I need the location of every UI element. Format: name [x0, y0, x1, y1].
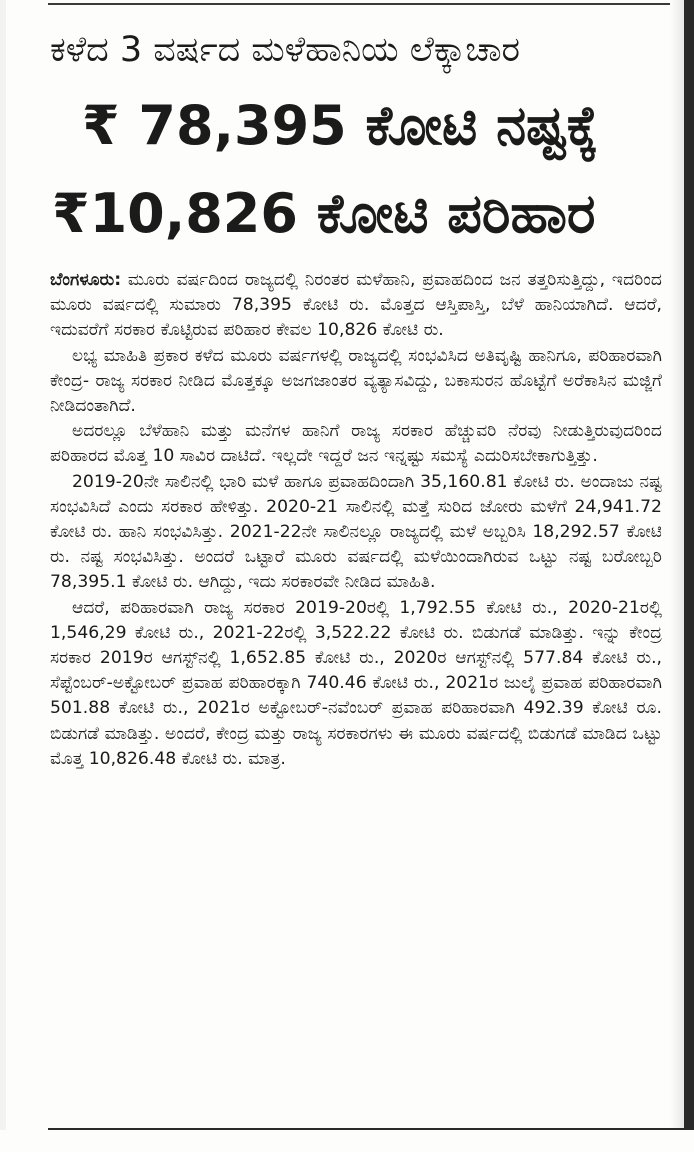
bottom-divider-rule: [48, 1128, 694, 1130]
article-paragraph: [50, 268, 662, 344]
headline-line-2: ₹10,826 ಕೋಟಿ ಪರಿಹಾರ: [52, 182, 596, 245]
paragraph-text: ಮೂರು ವರ್ಷದಿಂದ ರಾಜ್ಯದಲ್ಲಿ ನಿರಂತರ ಮಳೆಹಾನಿ, ಪ್ರವಾಹದಿಂದ ಜನ ತತ್ತರಿಸುತ್ತಿದ್ದು, ಇದರಿಂದ ಮೂರು ವರ್ಷದಲ್ಲಿ ಸುಮಾರು 78,395 ಕೋಟಿ ರು. ಮೊತ್ತದ ಆಸ್ತಿಪಾಸ್ತಿ, ಬೆಳೆ ಹಾನಿಯಾಗಿದೆ. ಆದರೆ, ಇದುವರೆಗೆ ಸರಕಾರ ಕೊಟ್ಟಿರುವ ಪರಿಹಾರ ಕೇವಲ 10,826 ಕೋಟಿ ರು.: [50, 270, 662, 341]
page-edge-shadow: [670, 0, 684, 1130]
article-paragraph: ಆದರೆ, ಪರಿಹಾರವಾಗಿ ರಾಜ್ಯ ಸರಕಾರ 2019-20ರಲ್ಲಿ 1,792.55 ಕೋಟಿ ರು., 2020-21ರಲ್ಲಿ 1,546,29 ಕೋಟಿ ರು., 2021-22ರಲ್ಲಿ 3,522.22 ಕೋಟಿ ರು. ಬಿಡುಗಡೆ ಮಾಡಿತ್ತು. ಇನ್ನು ಕೇಂದ್ರ ಸರಕಾರ 2019ರ ಆಗಸ್ಟ್‌ನಲ್ಲಿ 1,652.85 ಕೋಟಿ ರು., 2020ರ ಆಗಸ್ಟ್‌ನಲ್ಲಿ 577.84 ಕೋಟಿ ರು., ಸೆಪ್ಟೆಂಬರ್-ಅಕ್ಟೋಬರ್ ಪ್ರವಾಹ ಪರಿಹಾರಕ್ಕಾಗಿ 740.46 ಕೋಟಿ ರು., 2021ರ ಜುಲೈ ಪ್ರವಾಹ ಪರಿಹಾರವಾಗಿ 501.88 ಕೋಟಿ ರು., 2021ರ ಅಕ್ಟೋಬರ್-ನವೆಂಬರ್ ಪ್ರವಾಹ ಪರಿಹಾರವಾಗಿ 492.39 ಕೋಟಿ ರೂ. ಬಿಡುಗಡೆ ಮಾಡಿತ್ತು. ಅಂದರೆ, ಕೇಂದ್ರ ಮತ್ತು ರಾಜ್ಯ ಸರಕಾರಗಳು ಈ ಮೂರು ವರ್ಷದಲ್ಲಿ ಬಿಡುಗಡೆ ಮಾಡಿದ ಒಟ್ಟು ಮೊತ್ತ 10,826.48 ಕೋಟಿ ರು. ಮಾತ್ರ.: [50, 597, 662, 769]
top-divider-rule: [48, 3, 694, 5]
page-margin: [0, 0, 6, 1130]
dateline: ಬೆಂಗಳೂರು:: [50, 270, 122, 290]
article-paragraph: 2019-20ನೇ ಸಾಲಿನಲ್ಲಿ ಭಾರಿ ಮಳೆ ಹಾಗೂ ಪ್ರವಾಹದಿಂದಾಗಿ 35,160.81 ಕೋಟಿ ರು. ಅಂದಾಜು ನಷ್ಟ ಸಂಭವಿಸಿದೆ ಎಂದು ಸರಕಾರ ಹೇಳಿತ್ತು. 2020-21 ಸಾಲಿನಲ್ಲಿ ಮತ್ತೆ ಸುರಿದ ಜೋರು ಮಳೆಗೆ 24,941.72 ಕೋಟಿ ರು. ಹಾನಿ ಸಂಭವಿಸಿತ್ತು. 2021-22ನೇ ಸಾಲಿನಲ್ಲೂ ರಾಜ್ಯದಲ್ಲಿ ಮಳೆ ಅಬ್ಬರಿಸಿ 18,292.57 ಕೋಟಿ ರು. ನಷ್ಟ ಸಂಭವಿಸಿತ್ತು. ಅಂದರೆ ಒಟ್ಟಾರೆ ಮೂರು ವರ್ಷದಲ್ಲಿ ಮಳೆಯಿಂದಾಗಿರುವ ಒಟ್ಟು ನಷ್ಟ ಬರೋಬ್ಬರಿ 78,395.1 ಕೋಟಿ ರು. ಆಗಿದ್ದು, ಇದು ಸರಕಾರವೇ ನೀಡಿದ ಮಾಹಿತಿ.: [50, 471, 662, 593]
article-kicker: ಕಳೆದ 3 ವರ್ಷದ ಮಳೆಹಾನಿಯ ಲೆಕ್ಕಾಚಾರ: [50, 30, 521, 70]
article-body: [50, 268, 662, 772]
headline-line-1: ₹ 78,395 ಕೋಟಿ ನಷ್ಟಕ್ಕೆ: [82, 94, 599, 157]
article-paragraph: ಲಭ್ಯ ಮಾಹಿತಿ ಪ್ರಕಾರ ಕಳೆದ ಮೂರು ವರ್ಷಗಳಲ್ಲಿ ರಾಜ್ಯದಲ್ಲಿ ಸಂಭವಿಸಿದ ಅತಿವೃಷ್ಟಿ ಹಾನಿಗೂ, ಪರಿಹಾರವಾಗಿ ಕೇಂದ್ರ- ರಾಜ್ಯ ಸರಕಾರ ನೀಡಿದ ಮೊತ್ತಕ್ಕೂ ಅಜಗಜಾಂತರ ವ್ಯತ್ಯಾಸವಿದ್ದು, ಬಕಾಸುರನ ಹೊಟ್ಟೆಗೆ ಅರೆಕಾಸಿನ ಮಜ್ಜಿಗೆ ನೀಡಿದಂತಾಗಿದೆ.: [50, 345, 662, 417]
article-paragraph: ಅದರಲ್ಲೂ ಬೆಳೆಹಾನಿ ಮತ್ತು ಮನೆಗಳ ಹಾನಿಗೆ ರಾಜ್ಯ ಸರಕಾರ ಹೆಚ್ಚುವರಿ ನೆರವು ನೀಡುತ್ತಿರುವುದರಿಂದ ಪರಿಹಾರದ ಮೊತ್ತ 10 ಸಾವಿರ ದಾಟಿದೆ. ಇಲ್ಲದೇ ಇದ್ದರೆ ಜನ ಇನ್ನಷ್ಟು ಸಮಸ್ಯೆ ಎದುರಿಸಬೇಕಾಗುತ್ತಿತ್ತು.: [50, 421, 662, 467]
column-border: [684, 0, 694, 1130]
